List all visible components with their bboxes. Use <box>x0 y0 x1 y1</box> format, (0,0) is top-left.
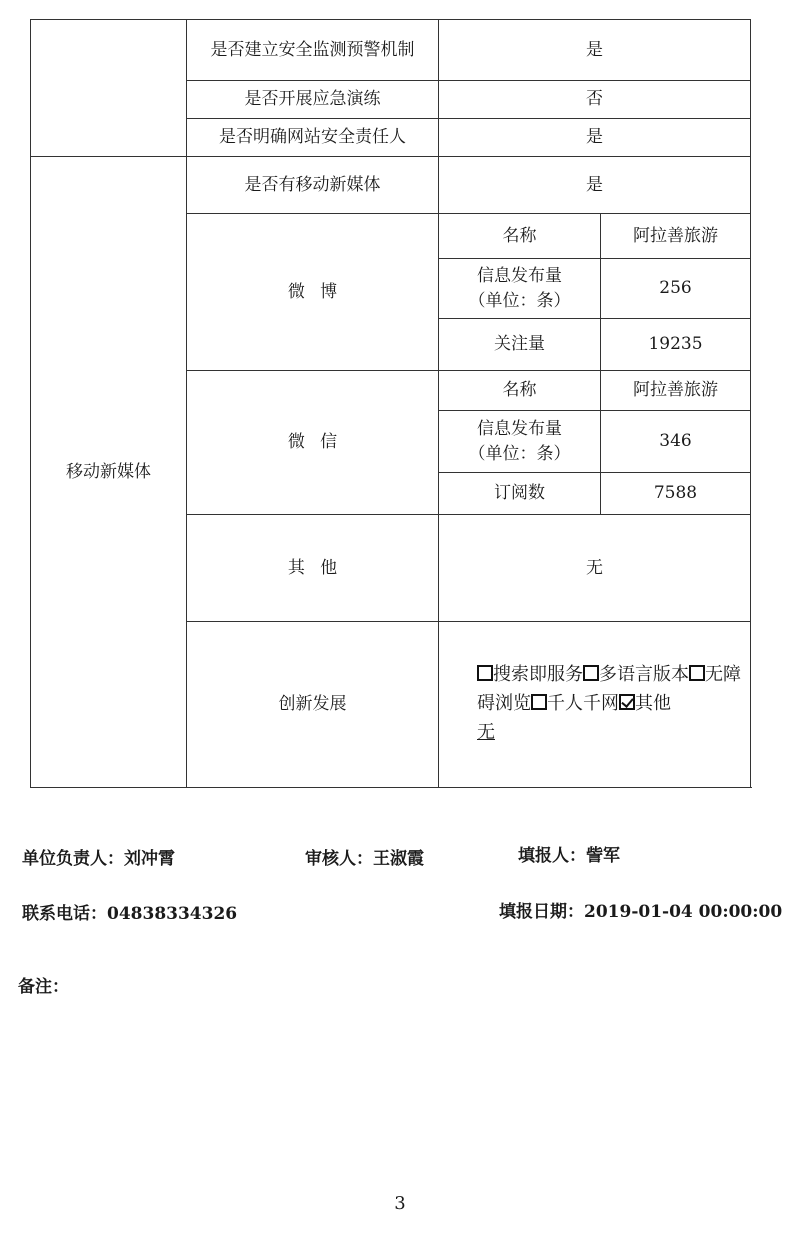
monitoring-label: 是否建立安全监测预警机制 <box>187 20 439 81</box>
other-media-value: 无 <box>439 515 751 622</box>
fill-date: 填报日期：2019-01-04 00:00:00 <box>499 902 783 922</box>
weibo-posts-value: 256 <box>601 259 751 319</box>
other-media-label: 其他 <box>187 515 439 622</box>
option-search-service[interactable]: 搜索即服务 <box>477 664 583 685</box>
security-section-cell <box>31 20 187 157</box>
option-accessibility[interactable]: 无障碍浏览 <box>477 664 741 715</box>
checkbox-icon[interactable] <box>477 665 493 681</box>
drill-label: 是否开展应急演练 <box>187 81 439 119</box>
note-label: 备注： <box>18 977 69 997</box>
wechat-name-label: 名称 <box>439 371 601 411</box>
wechat-subscribers-value: 7588 <box>601 473 751 515</box>
contact-phone: 联系电话：04838334326 <box>22 904 238 924</box>
checkbox-icon[interactable] <box>583 665 599 681</box>
wechat-posts-value: 346 <box>601 411 751 473</box>
option-multilingual[interactable]: 多语言版本 <box>583 664 689 685</box>
weibo-label: 微博 <box>187 214 439 371</box>
wechat-label: 微信 <box>187 371 439 515</box>
checkbox-checked-icon[interactable] <box>619 694 635 710</box>
wechat-subscribers-label: 订阅数 <box>439 473 601 515</box>
table-row <box>31 157 751 214</box>
weibo-followers-value: 19235 <box>601 319 751 371</box>
has-mobile-value: 是 <box>439 157 751 214</box>
unit-head: 单位负责人：刘冲霄 <box>22 849 175 869</box>
monitoring-value: 是 <box>439 20 751 81</box>
weibo-name-value: 阿拉善旅游 <box>601 214 751 259</box>
responsible-label: 是否明确网站安全责任人 <box>187 119 439 157</box>
reviewer: 审核人：王淑霞 <box>305 849 424 869</box>
responsible-value: 是 <box>439 119 751 157</box>
wechat-posts-label: 信息发布量 （单位：条） <box>439 411 601 473</box>
innovation-section-label: 创新发展 <box>187 622 439 788</box>
weibo-posts-label: 信息发布量 （单位：条） <box>439 259 601 319</box>
innovation-other-text: 无 <box>477 721 495 743</box>
weibo-followers-label: 关注量 <box>439 319 601 371</box>
checkbox-icon[interactable] <box>531 694 547 710</box>
table-row <box>31 20 751 81</box>
filler: 填报人：訾军 <box>518 846 620 866</box>
option-personalized[interactable]: 千人千网 <box>531 693 619 714</box>
option-other[interactable]: 其他 <box>619 693 671 714</box>
wechat-name-value: 阿拉善旅游 <box>601 371 751 411</box>
report-table <box>30 19 751 788</box>
mobile-section-label: 移动新媒体 <box>31 157 187 788</box>
has-mobile-label: 是否有移动新媒体 <box>187 157 439 214</box>
page-number: 3 <box>394 1193 406 1214</box>
checkbox-icon[interactable] <box>689 665 705 681</box>
weibo-name-label: 名称 <box>439 214 601 259</box>
innovation-options <box>439 622 751 788</box>
drill-value: 否 <box>439 81 751 119</box>
